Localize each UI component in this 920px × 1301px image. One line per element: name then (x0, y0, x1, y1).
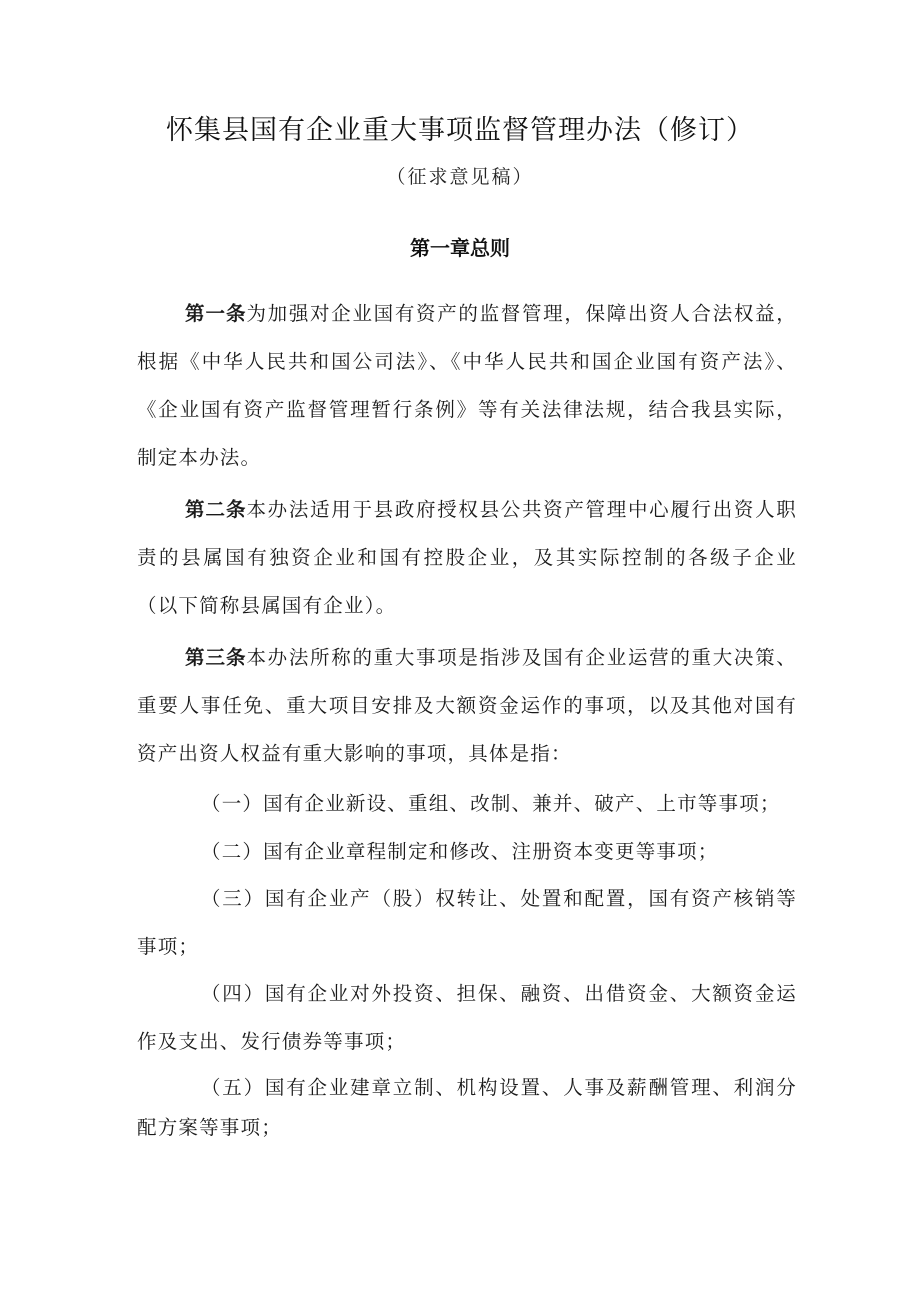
list-item: （四）国有企业对外投资、担保、融资、出借资金、大额资金运作及支出、发行债券等事项； (137, 982, 797, 1053)
article-1-head: 第一条 (185, 302, 247, 325)
article-3-head: 第三条 (185, 646, 247, 669)
article-2 (137, 486, 797, 630)
article-3-text: 本办法所称的重大事项是指涉及国有企业运营的重大决策、重要人事任免、重大项目安排及大额资金运作的事项，以及其他对国有资产出资人权益有重大影响的事项，具体是指： (137, 646, 797, 765)
list-item: （三）国有企业产（股）权转让、处置和配置，国有资产核销等事项； (137, 887, 797, 958)
list-item: （一）国有企业新设、重组、改制、兼并、破产、上市等事项； (201, 792, 781, 815)
document-subtitle: （征求意见稿） (386, 166, 534, 188)
article-2-text: 本办法适用于县政府授权县公共资产管理中心履行出资人职责的县属国有独资企业和国有控股企业，及其实际控制的各级子企业（以下简称县属国有企业）。 (137, 498, 797, 617)
list-item: （二）国有企业章程制定和修改、注册资本变更等事项； (201, 840, 719, 863)
document-title: 怀集县国有企业重大事项监督管理办法（修订） (166, 115, 754, 146)
article-1-text: 为加强对企业国有资产的监督管理，保障出资人合法权益，根据《中华人民共和国公司法》、《中华人民共和国企业国有资产法》、《企业国有资产监督管理暂行条例》等有关法律法规，结合我县实际，制定本办法。 (137, 302, 797, 469)
article-1 (137, 290, 797, 482)
chapter-heading: 第一章总则 (410, 236, 510, 260)
article-3 (137, 634, 797, 778)
list-item: （五）国有企业建章立制、机构设置、人事及薪酬管理、利润分配方案等事项； (137, 1076, 797, 1139)
article-2-head: 第二条 (185, 498, 247, 521)
